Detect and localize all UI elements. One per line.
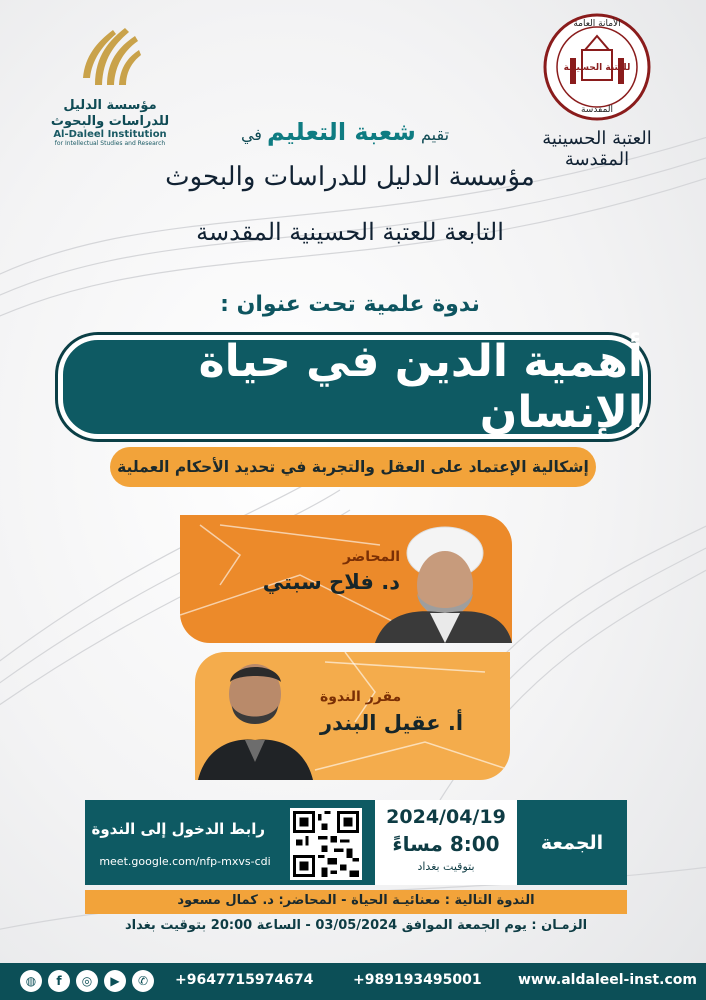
presents-prefix: تقيم: [421, 125, 450, 144]
whatsapp-icon[interactable]: ✆: [132, 970, 154, 992]
facebook-icon[interactable]: f: [48, 970, 70, 992]
presenter-line: [210, 118, 480, 146]
qr-code[interactable]: [290, 808, 362, 880]
seminar-title: أهمية الدين في حياة الإنسان: [198, 336, 643, 438]
presents-suffix: في: [240, 125, 262, 144]
event-day: الجمعة: [540, 832, 604, 854]
phone-number-iran[interactable]: +989193495001: [353, 972, 482, 988]
event-date: 2024/04/19: [386, 806, 506, 828]
seal-mid-text: للعتبة الحسينية: [563, 63, 631, 73]
join-link-title: رابط الدخول إلى الندوة: [91, 820, 265, 838]
seal-top-text: الأمانة العامة: [573, 19, 621, 29]
phone-number-iraq[interactable]: +9647715974674: [175, 972, 314, 988]
al-daleel-name-en: Al-Daleel Institution: [53, 129, 167, 141]
instagram-icon[interactable]: ◎: [76, 970, 98, 992]
lecturer-name: د. فلاح سبتي: [262, 570, 400, 594]
moderator-name: أ. عقيل البندر: [320, 711, 464, 735]
meeting-link[interactable]: meet.google.com/nfp-mxvs-cdi: [99, 855, 271, 868]
title-banner: [58, 335, 648, 439]
next-seminar-text: الندوة التالية : معنائيـة الحياة - المحاضر: د. كمال مسعود: [177, 893, 535, 908]
holy-shrine-logo: [512, 12, 682, 170]
seal-bottom-text: المقدسة: [580, 105, 614, 115]
seminar-heading: ندوة علمية تحت عنوان :: [220, 292, 480, 317]
department-name: شعبة التعليم: [267, 118, 416, 146]
event-timezone: بتوقيت بغداد: [417, 860, 475, 873]
globe-icon[interactable]: ◍: [20, 970, 42, 992]
subtitle-bar: [110, 447, 596, 487]
al-daleel-tagline: for Intellectual Studies and Research: [54, 140, 166, 148]
website-link[interactable]: www.aldaleel-inst.com: [518, 972, 697, 988]
event-time: 8:00 مساءً: [392, 832, 500, 856]
next-seminar-time: الزمـان : يوم الجمعة الموافق 03/05/2024 - الساعة 20:00 بتوقيت بغداد: [124, 918, 588, 933]
institution-line-2: التابعة للعتبة الحسينية المقدسة: [196, 218, 504, 246]
shrine-name-calligraphy: العتبة الحسينية المقدسة: [542, 128, 652, 170]
youtube-icon[interactable]: ▶: [104, 970, 126, 992]
institution-line-1: مؤسسة الدليل للدراسات والبحوث: [165, 162, 535, 192]
moderator-photo: [198, 652, 313, 780]
lecturer-role: المحاضر: [342, 549, 400, 565]
al-daleel-emblem-icon: [75, 20, 145, 90]
seminar-subtitle: إشكالية الإعتماد على العقل والتجربة في تحديد الأحكام العملية: [117, 458, 589, 476]
al-daleel-logo: [40, 20, 180, 147]
al-daleel-name-ar: مؤسسة الدليل للدراسات والبحوث: [50, 98, 170, 129]
social-icons: [20, 970, 154, 992]
moderator-role: مقرر الندوة: [320, 689, 402, 705]
shrine-seal-icon: [542, 12, 652, 122]
